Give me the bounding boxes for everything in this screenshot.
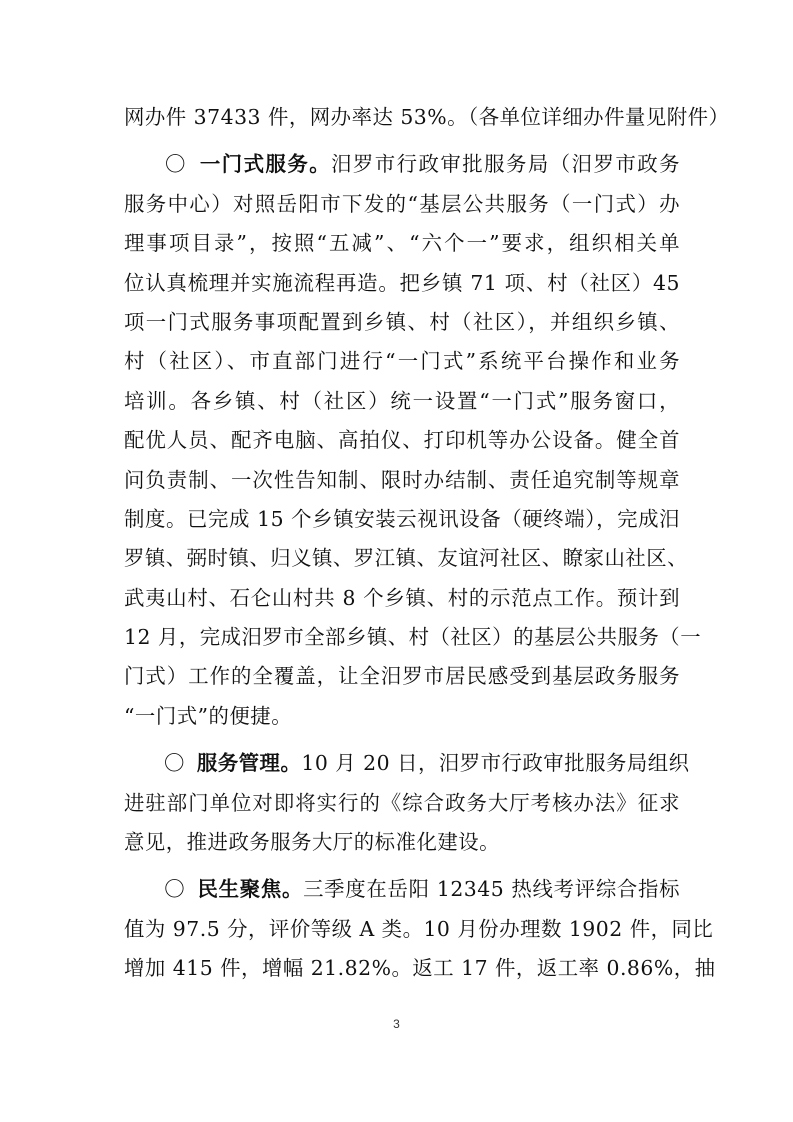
text-line: 意见，推进政务服务大厅的标准化建设。 [124, 830, 501, 855]
text-line: 培训。各乡镇、村（社区）统一设置“一门式”服务窗口， [124, 388, 680, 413]
text-line: 理事项目录”，按照“五减”、“六个一”要求，组织相关单 [124, 231, 680, 256]
text-line: 村（社区）、市直部门进行“一门式”系统平台操作和业务 [124, 349, 680, 374]
body-text [124, 98, 730, 989]
text-line: 制度。已完成 15 个乡镇安装云视讯设备（硬终端），完成汨 [124, 506, 680, 531]
text-run: 汨罗市行政审批服务局（汨罗市政务 [331, 152, 681, 177]
text-line: 12 月，完成汨罗市全部乡镇、村（社区）的基层公共服务（一 [124, 625, 702, 650]
text-run: 三季度在岳阳 12345 热线考评综合指标 [303, 877, 681, 902]
text-line: 罗镇、弼时镇、归义镇、罗江镇、友谊河社区、瞭家山社区、 [124, 546, 689, 571]
circle-bullet-icon: 〇 [164, 751, 185, 776]
text-line: 项一门式服务事项配置到乡镇、村（社区），并组织乡镇、 [124, 309, 680, 334]
text-line: 网办件 37433 件，网办率达 53%。（各单位详细办件量见附件） [124, 105, 730, 129]
section-title: 一门式服务。 [198, 152, 332, 177]
text-line: 位认真梳理并实施流程再造。把乡镇 71 项、村（社区）45 [124, 270, 680, 295]
section-title: 服务管理。 [196, 751, 302, 776]
circle-bullet-icon: 〇 [164, 877, 186, 902]
text-run: 10 月 20 日，汨罗市行政审批服务局组织 [301, 751, 690, 776]
text-line: 进驻部门单位对即将实行的《综合政务大厅考核办法》征求 [124, 790, 680, 815]
page-number: 3 [393, 1017, 400, 1031]
paragraph-heading-service-management [124, 744, 690, 783]
paragraph-heading-livelihood [124, 870, 680, 909]
text-line: 武夷山村、石仑山村共 8 个乡镇、村的示范点工作。预计到 [124, 585, 680, 610]
text-line: 值为 97.5 分，评价等级 A 类。10 月份办理数 1902 件，同比 [124, 916, 714, 941]
paragraph-heading-one-stop [124, 145, 680, 184]
text-line: 问负责制、一次性告知制、限时办结制、责任追究制等规章 [124, 467, 680, 492]
text-line: “一门式”的便捷。 [124, 703, 293, 728]
text-line: 增加 415 件，增幅 21.82%。返工 17 件，返工率 0.86%，抽 [124, 956, 716, 981]
section-title: 民生聚焦。 [197, 877, 304, 902]
text-line: 门式）工作的全覆盖，让全汨罗市居民感受到基层政务服务 [124, 664, 680, 689]
text-line: 配优人员、配齐电脑、高拍仪、打印机等办公设备。健全首 [124, 428, 680, 453]
text-line: 服务中心）对照岳阳市下发的“基层公共服务（一门式）办 [124, 191, 680, 216]
circle-bullet-icon: 〇 [164, 152, 187, 177]
